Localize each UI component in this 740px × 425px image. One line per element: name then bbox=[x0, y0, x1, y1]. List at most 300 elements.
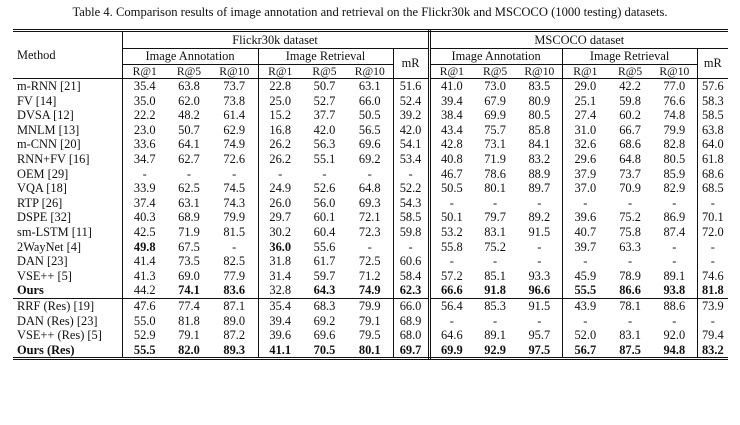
value-cell: - bbox=[393, 167, 429, 182]
value-cell: - bbox=[652, 314, 697, 329]
value-cell: 71.9 bbox=[178, 224, 200, 239]
value-cell: 84.1 bbox=[517, 137, 562, 152]
value-cell: 39.6 bbox=[574, 210, 597, 225]
table-row bbox=[13, 269, 728, 284]
value-cell: 53.4 bbox=[393, 152, 429, 167]
value-cell: 70.1 bbox=[701, 210, 724, 225]
value-cell: 68.6 bbox=[701, 166, 724, 181]
value-cell: 39.4 bbox=[269, 313, 292, 328]
value-cell: 66.0 bbox=[393, 298, 429, 313]
table-row bbox=[13, 137, 728, 152]
value-cell: 35.4 bbox=[122, 79, 167, 94]
value-cell: - bbox=[393, 240, 429, 255]
value-cell: 50.7 bbox=[178, 122, 200, 137]
value-cell: 62.0 bbox=[178, 93, 200, 108]
value-cell: 37.9 bbox=[574, 166, 597, 181]
table-row bbox=[13, 283, 728, 298]
method-cell: DAN (Res) [23] bbox=[13, 314, 122, 329]
value-cell: 83.6 bbox=[211, 283, 258, 298]
value-cell: 74.8 bbox=[652, 108, 697, 123]
value-cell: 75.2 bbox=[484, 239, 506, 254]
method-cell: DAN [23] bbox=[13, 254, 122, 269]
value-cell: 82.9 bbox=[652, 181, 697, 196]
value-cell: 83.2 bbox=[697, 343, 728, 359]
value-cell: - bbox=[278, 166, 283, 181]
value-cell: 50.5 bbox=[347, 108, 393, 123]
comparison-table bbox=[13, 29, 728, 360]
value-cell: 91.5 bbox=[517, 225, 562, 240]
value-cell: 83.2 bbox=[517, 152, 562, 167]
value-cell: - bbox=[517, 196, 562, 211]
value-cell: - bbox=[493, 195, 498, 210]
value-cell: 66.6 bbox=[440, 283, 463, 298]
method-cell: OEM [29] bbox=[13, 167, 122, 182]
value-cell: 73.1 bbox=[484, 137, 506, 152]
value-cell: 85.3 bbox=[473, 298, 517, 313]
value-cell: 55.6 bbox=[313, 239, 336, 254]
value-cell: 39.4 bbox=[440, 93, 463, 108]
value-cell: 69.6 bbox=[347, 137, 393, 152]
value-cell: - bbox=[628, 313, 633, 328]
flickr-retrieval-header: Image Retrieval bbox=[258, 49, 393, 65]
value-cell: 80.9 bbox=[517, 94, 562, 109]
mscoco-annotation-header: Image Annotation bbox=[429, 49, 562, 65]
value-cell: 79.1 bbox=[347, 314, 393, 329]
table-row bbox=[13, 108, 728, 123]
value-cell: 70.9 bbox=[619, 181, 641, 196]
value-cell: 52.6 bbox=[313, 181, 336, 196]
value-cell: 33.6 bbox=[133, 137, 156, 152]
value-cell: 93.3 bbox=[517, 269, 562, 284]
value-cell: 69.9 bbox=[484, 108, 506, 123]
value-cell: 27.4 bbox=[574, 108, 597, 123]
value-cell: 45.9 bbox=[574, 268, 597, 283]
flickr-mr-header: mR bbox=[393, 49, 429, 79]
value-cell: 46.7 bbox=[440, 166, 463, 181]
value-cell: 73.7 bbox=[619, 166, 641, 181]
value-cell: 51.6 bbox=[393, 79, 429, 94]
value-cell: 77.9 bbox=[211, 269, 258, 284]
value-cell: 43.9 bbox=[562, 298, 608, 313]
value-cell: 74.9 bbox=[347, 283, 393, 298]
value-cell: 42.2 bbox=[608, 79, 652, 94]
value-cell: 25.0 bbox=[269, 93, 292, 108]
value-cell: 59.8 bbox=[393, 225, 429, 240]
value-cell: 83.1 bbox=[484, 224, 506, 239]
value-cell: - bbox=[322, 166, 327, 181]
value-cell: 74.6 bbox=[701, 268, 724, 283]
value-cell: - bbox=[449, 195, 454, 210]
table-row bbox=[13, 314, 728, 329]
value-cell: 43.4 bbox=[440, 122, 463, 137]
value-cell: 26.0 bbox=[269, 195, 292, 210]
value-cell: 68.0 bbox=[393, 328, 429, 343]
value-cell: 89.2 bbox=[517, 210, 562, 225]
value-cell: 71.2 bbox=[347, 269, 393, 284]
value-cell: 62.7 bbox=[178, 151, 200, 166]
value-cell: 42.0 bbox=[393, 123, 429, 138]
value-cell: - bbox=[211, 167, 258, 182]
value-cell: 79.9 bbox=[211, 210, 258, 225]
value-cell: - bbox=[493, 313, 498, 328]
value-cell: 69.6 bbox=[313, 328, 336, 343]
value-cell: 89.1 bbox=[484, 328, 506, 343]
value-cell: 55.1 bbox=[313, 151, 336, 166]
value-cell: 69.3 bbox=[347, 196, 393, 211]
value-cell: 37.0 bbox=[574, 181, 597, 196]
value-cell: 89.0 bbox=[211, 314, 258, 329]
value-cell: 74.3 bbox=[211, 196, 258, 211]
table-caption: Table 4. Comparison results of image annotation and retrieval on the Flickr30k and MSCOCO (1000 testing) datasets. bbox=[72, 5, 668, 19]
value-cell: 80.5 bbox=[517, 108, 562, 123]
value-cell: 50.5 bbox=[440, 181, 463, 196]
value-cell: 87.1 bbox=[211, 298, 258, 313]
value-cell: 59.8 bbox=[619, 93, 641, 108]
value-cell: 70.5 bbox=[302, 343, 347, 359]
col-r1: R@1 bbox=[573, 65, 598, 78]
mscoco-retrieval-header: Image Retrieval bbox=[562, 49, 697, 65]
col-r1: R@1 bbox=[268, 65, 293, 78]
value-cell: 63.1 bbox=[347, 79, 393, 94]
value-cell: - bbox=[449, 313, 454, 328]
value-cell: 56.3 bbox=[313, 137, 336, 152]
value-cell: 68.6 bbox=[619, 137, 641, 152]
value-cell: 56.5 bbox=[347, 123, 393, 138]
value-cell: - bbox=[186, 166, 192, 181]
value-cell: 26.2 bbox=[269, 137, 292, 152]
table-row bbox=[13, 181, 728, 196]
method-cell: VSE++ (Res) [5] bbox=[13, 328, 122, 343]
value-cell: 64.0 bbox=[701, 137, 724, 152]
flickr-dataset-header: Flickr30k dataset bbox=[122, 31, 429, 49]
value-cell: 16.8 bbox=[269, 122, 292, 137]
value-cell: 29.6 bbox=[574, 151, 597, 166]
value-cell: 73.8 bbox=[211, 94, 258, 109]
value-cell: - bbox=[347, 240, 393, 255]
value-cell: 73.0 bbox=[473, 79, 517, 94]
value-cell: 34.7 bbox=[133, 151, 156, 166]
table-row bbox=[13, 240, 728, 255]
value-cell: 81.8 bbox=[178, 313, 200, 328]
value-cell: 58.4 bbox=[393, 269, 429, 284]
value-cell: 35.0 bbox=[133, 93, 156, 108]
value-cell: 63.3 bbox=[619, 239, 641, 254]
value-cell: 22.2 bbox=[133, 108, 156, 123]
value-cell: 55.0 bbox=[133, 313, 156, 328]
value-cell: 52.4 bbox=[393, 94, 429, 109]
value-cell: 40.8 bbox=[440, 151, 463, 166]
value-cell: 44.2 bbox=[133, 283, 156, 298]
value-cell: - bbox=[710, 195, 715, 210]
value-cell: - bbox=[652, 254, 697, 269]
col-r5: R@5 bbox=[176, 65, 202, 78]
value-cell: 74.5 bbox=[211, 181, 258, 196]
value-cell: 87.2 bbox=[211, 328, 258, 343]
value-cell: 49.8 bbox=[133, 239, 156, 254]
value-cell: 68.3 bbox=[302, 298, 347, 313]
value-cell: 75.2 bbox=[619, 210, 641, 225]
method-header: Method bbox=[13, 31, 122, 79]
value-cell: 79.5 bbox=[347, 328, 393, 343]
value-cell: 81.8 bbox=[701, 283, 724, 298]
value-cell: 24.9 bbox=[269, 181, 292, 196]
value-cell: 68.5 bbox=[701, 181, 724, 196]
table-row bbox=[13, 328, 728, 343]
value-cell: 85.1 bbox=[484, 268, 506, 283]
value-cell: 40.7 bbox=[574, 224, 597, 239]
value-cell: 61.7 bbox=[313, 254, 336, 269]
value-cell: 32.8 bbox=[269, 283, 292, 298]
value-cell: 97.5 bbox=[517, 343, 562, 359]
value-cell: - bbox=[493, 254, 498, 269]
value-cell: 89.7 bbox=[517, 181, 562, 196]
value-cell: 39.2 bbox=[393, 108, 429, 123]
table-row bbox=[13, 225, 728, 240]
value-cell: 62.3 bbox=[393, 283, 429, 298]
value-cell: 80.5 bbox=[652, 152, 697, 167]
value-cell: 79.7 bbox=[484, 210, 506, 225]
value-cell: 77.4 bbox=[167, 298, 211, 313]
value-cell: 31.0 bbox=[574, 122, 597, 137]
value-cell: 42.5 bbox=[133, 224, 156, 239]
mscoco-dataset-header: MSCOCO dataset bbox=[429, 31, 728, 49]
value-cell: 79.9 bbox=[652, 123, 697, 138]
value-cell: 82.8 bbox=[652, 137, 697, 152]
value-cell: 62.9 bbox=[211, 123, 258, 138]
value-cell: 77.0 bbox=[652, 79, 697, 94]
value-cell: 91.8 bbox=[484, 283, 506, 298]
value-cell: 86.9 bbox=[652, 210, 697, 225]
value-cell: 64.8 bbox=[347, 181, 393, 196]
value-cell: 25.1 bbox=[574, 93, 597, 108]
value-cell: - bbox=[347, 167, 393, 182]
value-cell: - bbox=[142, 166, 147, 181]
col-r10: R@10 bbox=[211, 65, 258, 79]
method-cell: DSPE [32] bbox=[13, 210, 122, 225]
method-cell: VQA [18] bbox=[13, 181, 122, 196]
method-cell: m-RNN [21] bbox=[13, 79, 122, 94]
value-cell: - bbox=[628, 195, 633, 210]
value-cell: - bbox=[710, 239, 715, 254]
col-r10: R@10 bbox=[347, 65, 393, 79]
value-cell: 64.1 bbox=[178, 137, 200, 152]
col-r1: R@1 bbox=[132, 65, 157, 78]
value-cell: 82.0 bbox=[167, 343, 211, 359]
value-cell: 66.7 bbox=[619, 122, 641, 137]
value-cell: - bbox=[517, 240, 562, 255]
table-row bbox=[13, 343, 728, 359]
value-cell: 55.5 bbox=[122, 343, 167, 359]
value-cell: 52.2 bbox=[393, 181, 429, 196]
value-cell: 69.2 bbox=[347, 152, 393, 167]
value-cell: 76.6 bbox=[652, 94, 697, 109]
method-cell: VSE++ [5] bbox=[13, 269, 122, 284]
value-cell: 83.1 bbox=[619, 328, 641, 343]
value-cell: 69.7 bbox=[393, 343, 429, 359]
value-cell: 60.6 bbox=[393, 254, 429, 269]
value-cell: 85.8 bbox=[517, 123, 562, 138]
value-cell: - bbox=[710, 254, 715, 269]
value-cell: 79.4 bbox=[701, 328, 724, 343]
value-cell: 86.6 bbox=[619, 283, 641, 298]
col-r10: R@10 bbox=[652, 65, 697, 79]
value-cell: 22.8 bbox=[258, 79, 302, 94]
value-cell: 63.8 bbox=[167, 79, 211, 94]
method-cell: Ours (Res) bbox=[13, 343, 122, 359]
value-cell: 82.5 bbox=[211, 254, 258, 269]
value-cell: 72.0 bbox=[701, 224, 724, 239]
value-cell: - bbox=[710, 313, 715, 328]
value-cell: 47.6 bbox=[122, 298, 167, 313]
value-cell: 58.5 bbox=[701, 108, 724, 123]
value-cell: 83.5 bbox=[517, 79, 562, 94]
method-cell: RTP [26] bbox=[13, 196, 122, 211]
value-cell: 39.7 bbox=[574, 239, 597, 254]
value-cell: 54.3 bbox=[393, 196, 429, 211]
method-cell: 2WayNet [4] bbox=[13, 240, 122, 255]
value-cell: 67.5 bbox=[178, 239, 200, 254]
value-cell: 62.5 bbox=[178, 181, 200, 196]
value-cell: 75.7 bbox=[484, 122, 506, 137]
value-cell: 73.7 bbox=[211, 79, 258, 94]
value-cell: - bbox=[211, 240, 258, 255]
value-cell: 88.9 bbox=[517, 167, 562, 182]
value-cell: 60.4 bbox=[313, 224, 336, 239]
method-cell: m-CNN [20] bbox=[13, 137, 122, 152]
value-cell: 79.1 bbox=[178, 328, 200, 343]
value-cell: 89.1 bbox=[652, 269, 697, 284]
value-cell: 29.7 bbox=[269, 210, 292, 225]
value-cell: 55.8 bbox=[440, 239, 463, 254]
flickr-annotation-header: Image Annotation bbox=[122, 49, 258, 65]
value-cell: 68.9 bbox=[393, 314, 429, 329]
value-cell: 56.4 bbox=[429, 298, 473, 313]
value-cell: 78.1 bbox=[608, 298, 652, 313]
value-cell: 39.6 bbox=[269, 328, 292, 343]
value-cell: 95.7 bbox=[517, 328, 562, 343]
value-cell: 41.0 bbox=[429, 79, 473, 94]
value-cell: 93.8 bbox=[652, 283, 697, 298]
value-cell: 56.0 bbox=[313, 195, 336, 210]
value-cell: 36.0 bbox=[269, 239, 292, 254]
value-cell: 88.6 bbox=[652, 298, 697, 313]
value-cell: 96.6 bbox=[517, 283, 562, 298]
value-cell: 29.0 bbox=[562, 79, 608, 94]
table-row bbox=[13, 210, 728, 225]
value-cell: 52.0 bbox=[574, 328, 597, 343]
value-cell: 72.1 bbox=[347, 210, 393, 225]
value-cell: 72.5 bbox=[347, 254, 393, 269]
value-cell: 81.5 bbox=[211, 225, 258, 240]
table-row bbox=[13, 254, 728, 269]
mscoco-mr-header: mR bbox=[703, 56, 722, 71]
table-body bbox=[13, 79, 728, 359]
value-cell: 41.3 bbox=[133, 268, 156, 283]
table-row bbox=[13, 167, 728, 182]
table-row bbox=[13, 152, 728, 167]
value-cell: 87.4 bbox=[652, 225, 697, 240]
value-cell: 52.7 bbox=[313, 93, 336, 108]
value-cell: 85.9 bbox=[652, 167, 697, 182]
value-cell: 52.9 bbox=[133, 328, 156, 343]
value-cell: 42.0 bbox=[313, 122, 336, 137]
value-cell: 67.9 bbox=[484, 93, 506, 108]
value-cell: 35.4 bbox=[258, 298, 302, 313]
value-cell: 59.7 bbox=[313, 268, 336, 283]
value-cell: - bbox=[583, 313, 588, 328]
value-cell: 68.9 bbox=[178, 210, 200, 225]
value-cell: 57.6 bbox=[697, 79, 728, 94]
method-cell: DVSA [12] bbox=[13, 108, 122, 123]
value-cell: 23.0 bbox=[133, 122, 156, 137]
value-cell: 72.3 bbox=[347, 225, 393, 240]
value-cell: 33.9 bbox=[133, 181, 156, 196]
value-cell: 63.8 bbox=[701, 122, 724, 137]
value-cell: - bbox=[583, 254, 588, 269]
value-cell: 58.5 bbox=[393, 210, 429, 225]
value-cell: 78.9 bbox=[619, 268, 641, 283]
table-row bbox=[13, 298, 728, 313]
value-cell: 61.4 bbox=[211, 108, 258, 123]
value-cell: - bbox=[517, 254, 562, 269]
value-cell: 41.4 bbox=[133, 254, 156, 269]
value-cell: 50.7 bbox=[302, 79, 347, 94]
value-cell: 91.5 bbox=[517, 298, 562, 313]
value-cell: 72.6 bbox=[211, 152, 258, 167]
value-cell: 38.4 bbox=[440, 108, 463, 123]
value-cell: 54.1 bbox=[393, 137, 429, 152]
value-cell: 75.8 bbox=[619, 224, 641, 239]
value-cell: 37.7 bbox=[313, 108, 336, 123]
col-r5: R@5 bbox=[617, 65, 643, 78]
value-cell: 71.9 bbox=[484, 151, 506, 166]
value-cell: 55.5 bbox=[574, 283, 597, 298]
value-cell: - bbox=[652, 240, 697, 255]
value-cell: 74.9 bbox=[211, 137, 258, 152]
method-cell: RRF (Res) [19] bbox=[13, 298, 122, 313]
value-cell: 42.8 bbox=[440, 137, 463, 152]
method-cell: MNLM [13] bbox=[13, 123, 122, 138]
value-cell: 94.8 bbox=[652, 343, 697, 359]
value-cell: 74.1 bbox=[178, 283, 200, 298]
value-cell: 58.3 bbox=[701, 93, 724, 108]
value-cell: 64.6 bbox=[440, 328, 463, 343]
value-cell: 64.8 bbox=[619, 151, 641, 166]
value-cell: 87.5 bbox=[608, 343, 652, 359]
value-cell: 60.2 bbox=[619, 108, 641, 123]
value-cell: 48.2 bbox=[178, 108, 200, 123]
value-cell: 26.2 bbox=[269, 151, 292, 166]
value-cell: 69.0 bbox=[178, 268, 200, 283]
value-cell: 15.2 bbox=[269, 108, 292, 123]
value-cell: 40.3 bbox=[133, 210, 156, 225]
table-row bbox=[13, 79, 728, 94]
table-row bbox=[13, 94, 728, 109]
value-cell: 66.0 bbox=[347, 94, 393, 109]
value-cell: 37.4 bbox=[133, 195, 156, 210]
value-cell: 89.3 bbox=[211, 343, 258, 359]
col-r5: R@5 bbox=[482, 65, 508, 78]
value-cell: 57.2 bbox=[440, 268, 463, 283]
value-cell: - bbox=[583, 195, 588, 210]
value-cell: 61.8 bbox=[701, 151, 724, 166]
value-cell: 80.1 bbox=[347, 343, 393, 359]
method-cell: RNN+FV [16] bbox=[13, 152, 122, 167]
value-cell: 50.1 bbox=[440, 210, 463, 225]
value-cell: 64.3 bbox=[313, 283, 336, 298]
value-cell: 41.1 bbox=[258, 343, 302, 359]
method-cell: Ours bbox=[13, 283, 122, 298]
